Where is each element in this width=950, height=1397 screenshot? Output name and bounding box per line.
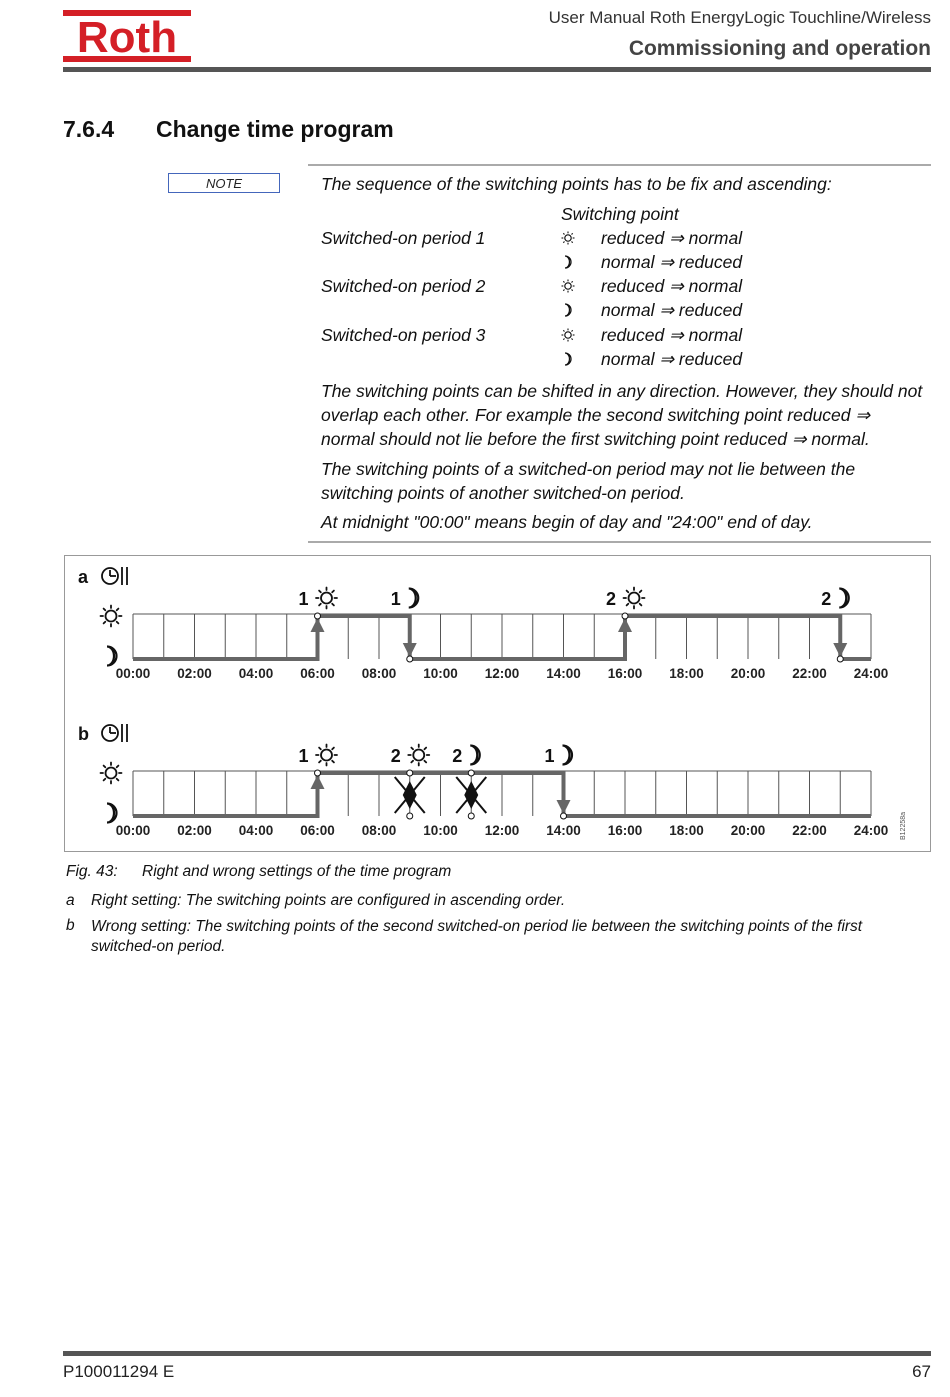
header-divider xyxy=(63,67,931,72)
clock-program-icon xyxy=(102,567,127,585)
panel-letter: b xyxy=(78,724,89,744)
time-label: 18:00 xyxy=(669,823,704,838)
time-label: 04:00 xyxy=(238,823,274,838)
switch-dot xyxy=(407,656,413,662)
period-1-on: reduced ⇒ normal xyxy=(601,228,743,248)
switching-point-number: 2 xyxy=(390,746,401,766)
sun-icon xyxy=(101,606,122,627)
switch-dot xyxy=(837,656,843,662)
panel-b-wrong-setting xyxy=(78,724,888,838)
note-intro: The sequence of the switching points has to be fix and ascending: xyxy=(321,174,832,194)
period-3-label: Switched-on period 3 xyxy=(321,325,486,345)
caption-key-a: a xyxy=(66,892,75,909)
section-number: 7.6.4 xyxy=(63,116,115,142)
panel-a-right-setting xyxy=(78,567,888,681)
switch-dot xyxy=(407,770,413,776)
logo-text: Roth xyxy=(76,13,178,62)
document-number: P100011294 E xyxy=(63,1362,175,1381)
switching-point-header: Switching point xyxy=(561,204,679,224)
time-label: 16:00 xyxy=(607,823,643,838)
time-label: 04:00 xyxy=(238,666,274,681)
switch-dot xyxy=(561,813,567,819)
time-label: 02:00 xyxy=(177,823,212,838)
chapter-title: Commissioning and operation xyxy=(628,37,931,60)
switching-point-number: 1 xyxy=(544,746,555,766)
sun-icon xyxy=(624,588,645,609)
sun-icon xyxy=(316,745,337,766)
manual-title: User Manual Roth EnergyLogic Touchline/Wireless xyxy=(548,8,931,27)
moon-icon xyxy=(561,352,575,366)
switch-dot xyxy=(468,813,474,819)
switch-dot xyxy=(622,613,628,619)
switching-point-number: 2 xyxy=(452,746,463,766)
section-title: Change time program xyxy=(156,116,394,142)
note-paragraph-overlap: The switching points can be shifted in any direction. However, they should not overlap each other. For example the second switching point reduced ⇒ normal should not lie before the first switching point reduced ⇒ normal. xyxy=(321,381,923,449)
arrow-down xyxy=(833,643,847,657)
note-paragraph-periods: The switching points of a switched-on period may not lie between the switching points of another switched-on period. xyxy=(321,459,856,503)
time-label: 06:00 xyxy=(300,666,335,681)
clock-program-icon xyxy=(102,724,127,742)
figure-label: Fig. 43: xyxy=(66,863,118,880)
switching-point-number: 2 xyxy=(821,589,832,609)
switching-point-number: 1 xyxy=(390,589,401,609)
note-bottom-rule xyxy=(308,541,931,543)
period-3-off: normal ⇒ reduced xyxy=(601,349,743,369)
time-label: 22:00 xyxy=(792,666,827,681)
time-label: 10:00 xyxy=(423,666,458,681)
time-label: 22:00 xyxy=(792,823,827,838)
period-1-off: normal ⇒ reduced xyxy=(601,252,743,272)
moon-icon xyxy=(563,746,573,765)
period-2-off: normal ⇒ reduced xyxy=(601,300,743,320)
time-label: 24:00 xyxy=(853,823,889,838)
sun-icon xyxy=(561,328,575,342)
time-label: 12:00 xyxy=(484,666,520,681)
panel-letter: a xyxy=(78,567,89,587)
switching-point-number: 2 xyxy=(605,589,617,609)
arrow-down xyxy=(403,643,417,657)
note-top-rule xyxy=(308,164,931,166)
time-label: 20:00 xyxy=(730,823,766,838)
switch-dot xyxy=(468,770,474,776)
time-label: 08:00 xyxy=(361,666,397,681)
switch-dot xyxy=(315,613,321,619)
time-label: 14:00 xyxy=(546,666,581,681)
time-label: 16:00 xyxy=(607,666,643,681)
time-label: 10:00 xyxy=(423,823,458,838)
arrow-up xyxy=(618,618,632,632)
arrow-up xyxy=(311,775,325,789)
period-2-on: reduced ⇒ normal xyxy=(601,276,743,296)
arrow-down xyxy=(557,800,571,814)
period-1-label: Switched-on period 1 xyxy=(321,228,486,248)
sun-icon xyxy=(561,279,575,293)
time-label: 02:00 xyxy=(177,666,212,681)
moon-icon xyxy=(107,804,117,823)
time-label: 00:00 xyxy=(115,823,151,838)
roth-logo xyxy=(63,10,191,62)
sun-icon xyxy=(101,763,122,784)
moon-icon xyxy=(107,647,117,666)
moon-icon xyxy=(561,303,575,317)
time-label: 24:00 xyxy=(853,666,889,681)
caption-text-b: Wrong setting: The switching points of the second switched-on period lie between the switching points of the first switched-on period. xyxy=(91,918,863,955)
page-number: 67 xyxy=(912,1362,931,1381)
time-program-figure xyxy=(64,555,931,852)
time-label: 18:00 xyxy=(669,666,704,681)
caption-key-b: b xyxy=(66,917,75,934)
sun-icon xyxy=(561,231,575,245)
time-label: 06:00 xyxy=(300,823,335,838)
time-label: 12:00 xyxy=(484,823,520,838)
switch-dot xyxy=(407,813,413,819)
figure-title: Right and wrong settings of the time program xyxy=(142,863,452,880)
switch-dot xyxy=(315,770,321,776)
time-label: 20:00 xyxy=(730,666,766,681)
time-program-diagram xyxy=(65,556,930,851)
period-2-label: Switched-on period 2 xyxy=(321,276,486,296)
moon-icon xyxy=(561,255,575,269)
time-label: 08:00 xyxy=(361,823,397,838)
time-label: 00:00 xyxy=(115,666,151,681)
note-label: NOTE xyxy=(168,173,280,193)
period-3-on: reduced ⇒ normal xyxy=(601,325,743,345)
moon-icon xyxy=(839,589,849,608)
note-paragraph-midnight: At midnight "00:00" means begin of day and "24:00" end of day. xyxy=(321,512,813,532)
figure-code: B12258a xyxy=(900,811,907,840)
moon-icon xyxy=(470,746,480,765)
caption-text-a: Right setting: The switching points are configured in ascending order. xyxy=(91,892,566,909)
switching-point-number: 1 xyxy=(298,589,309,609)
arrow-up xyxy=(311,618,325,632)
moon-icon xyxy=(409,589,419,608)
sun-icon xyxy=(316,588,337,609)
footer-divider xyxy=(63,1351,931,1356)
sun-icon xyxy=(408,745,429,766)
time-label: 14:00 xyxy=(546,823,581,838)
switching-point-number: 1 xyxy=(298,746,309,766)
